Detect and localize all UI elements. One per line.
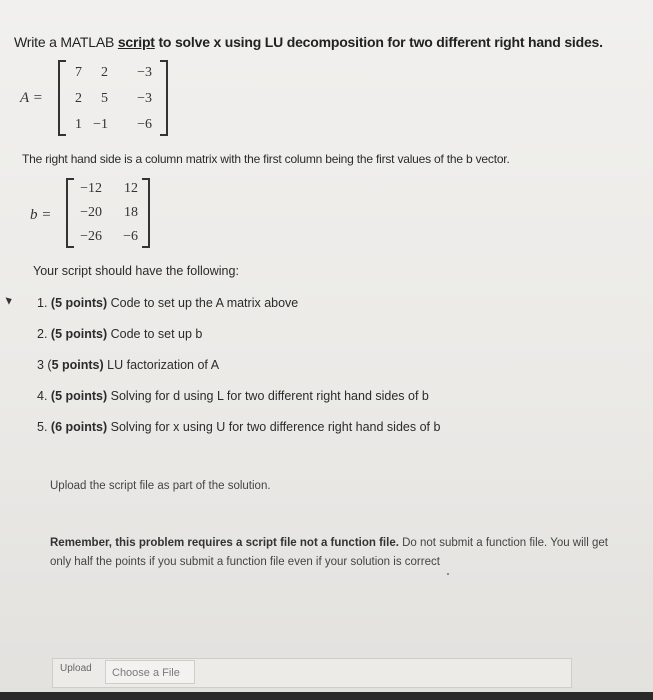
requirement-points: (5 points): [50, 389, 108, 403]
matrix-b: [66, 178, 150, 248]
matrix-b-cell: −12: [80, 181, 102, 196]
title-script-word: script: [117, 34, 155, 50]
requirement-text: Solving for d using L for two different right hand sides of b: [107, 389, 429, 403]
upload-note: Upload the script file as part of the solution.: [50, 480, 271, 492]
matrix-a-cell: −1: [93, 117, 108, 132]
matrix-a-cell: 5: [101, 91, 108, 106]
requirement-points: (5 points): [50, 327, 108, 341]
matrix-b-label: b =: [30, 207, 52, 223]
title-suffix: to solve x using LU decomposition for two different right hand sides.: [154, 34, 603, 50]
matrix-b-right-bracket: [142, 178, 150, 248]
rhs-description: The right hand side is a column matrix with the first column being the first values of the b vector.: [22, 152, 510, 166]
matrix-a-label: A =: [20, 90, 43, 106]
bottom-bar: [0, 692, 653, 700]
requirement-item: [37, 296, 298, 310]
matrix-a-cell: −3: [137, 65, 152, 80]
requirement-item: [37, 389, 429, 403]
upload-label: Upload: [60, 663, 92, 674]
matrix-a-right-bracket: [160, 60, 168, 136]
title-prefix: Write a MATLAB: [14, 34, 118, 50]
matrix-a-cell: 2: [75, 91, 82, 106]
requirement-item: [37, 420, 440, 434]
matrix-a-left-bracket: [58, 60, 66, 136]
requirement-number: 1.: [37, 296, 51, 310]
requirement-points: (5 points): [50, 296, 108, 310]
matrix-b-cell: 12: [124, 181, 138, 196]
matrix-a-cell: −3: [137, 91, 152, 106]
requirement-text: Code to set up the A matrix above: [107, 296, 299, 310]
matrix-a: [58, 60, 168, 136]
question-title: [14, 34, 603, 50]
requirement-text: Solving for x using U for two difference right hand sides of b: [107, 420, 441, 434]
remember-note: [50, 534, 620, 572]
remember-strong: Remember, this problem requires a script file not a function file.: [50, 537, 399, 549]
requirement-number: 4.: [37, 389, 51, 403]
requirement-number: 3 (: [37, 358, 52, 372]
remember-rest: Do not submit a function file. You will get only half the points if you submit a function file even if your solution is correct: [50, 537, 608, 568]
requirement-item: [37, 327, 202, 341]
requirement-points: (6 points): [50, 420, 108, 434]
requirement-number: 5.: [37, 420, 51, 434]
requirements-intro: Your script should have the following:: [33, 264, 239, 278]
stray-dot: [447, 573, 449, 575]
matrix-a-cell: 7: [75, 65, 82, 80]
requirement-text: LU factorization of A: [103, 358, 220, 372]
requirement-text: Code to set up b: [107, 327, 203, 341]
requirement-item: [37, 358, 219, 372]
requirement-number: 2.: [37, 327, 51, 341]
choose-file-button[interactable]: Choose a File: [105, 660, 195, 684]
matrix-b-cell: 18: [124, 205, 138, 220]
matrix-a-cell: −6: [137, 117, 152, 132]
matrix-b-cell: −6: [123, 229, 138, 244]
mouse-cursor-icon: [6, 295, 14, 304]
requirement-points: 5 points): [51, 358, 104, 372]
matrix-a-cell: 1: [75, 117, 82, 132]
matrix-a-cell: 2: [101, 65, 108, 80]
matrix-b-cell: −20: [80, 205, 102, 220]
matrix-b-cell: −26: [80, 229, 102, 244]
